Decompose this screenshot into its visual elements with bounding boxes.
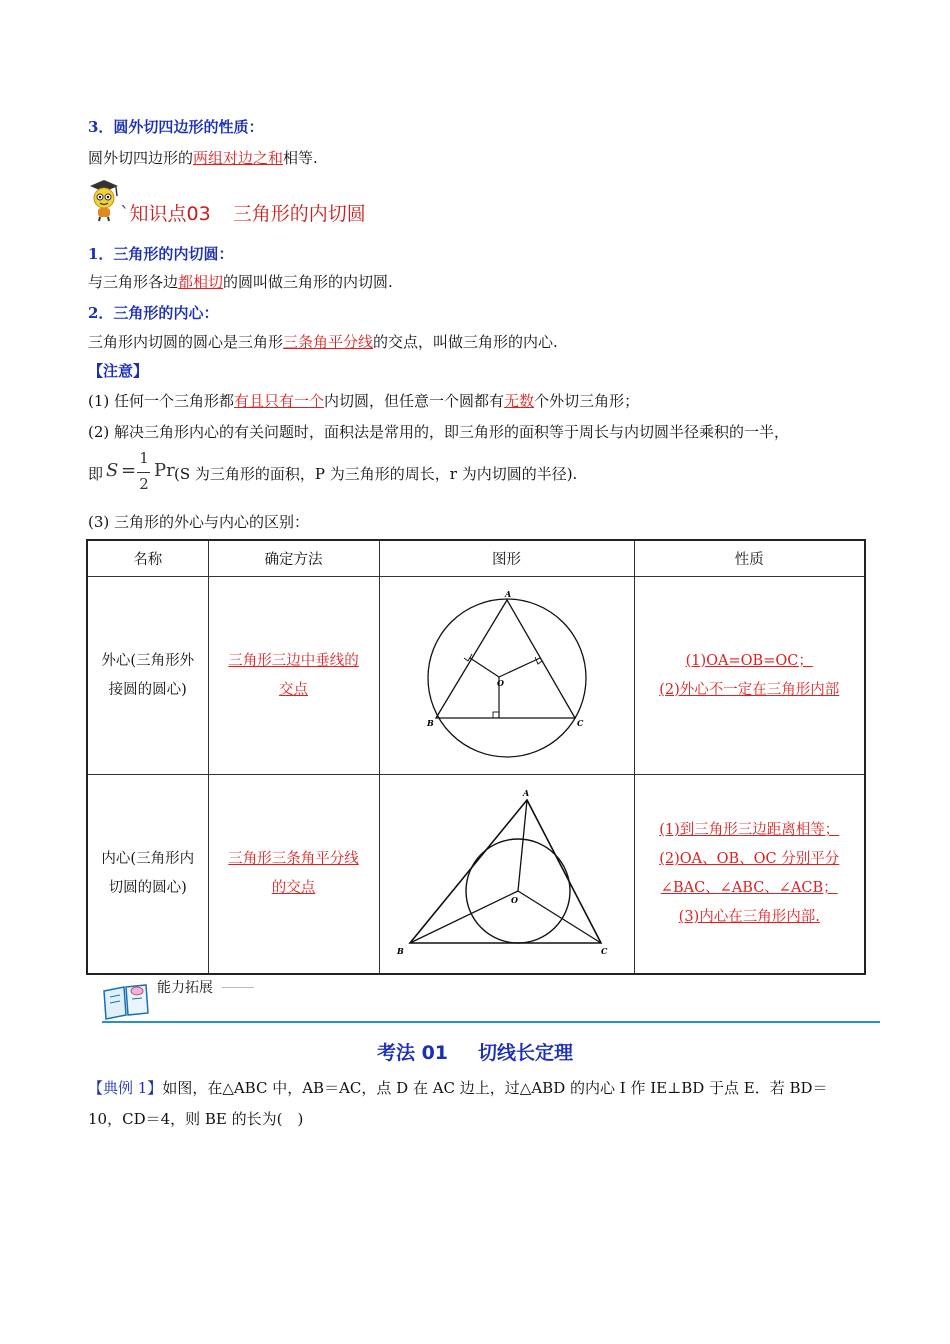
kaofa-title: 切线长定理: [478, 1042, 574, 1064]
text-span: 相等.: [283, 149, 318, 167]
header-figure: 图形: [379, 540, 634, 577]
text-span: 的交点，叫做三角形的内心.: [373, 333, 558, 351]
note-1: [88, 390, 639, 411]
text-span: 与三角形各边: [88, 273, 179, 291]
note-title: 【注意】: [88, 362, 149, 380]
label-b: B: [426, 717, 434, 728]
cell-method: [208, 577, 379, 775]
circumcircle-figure: [417, 585, 597, 767]
example-line-1: [88, 1077, 828, 1098]
book-icon: [100, 981, 152, 1021]
table-header-row: [87, 540, 865, 577]
incircle-figure: [395, 788, 619, 960]
cell-line: 三角形三条角平分线: [228, 851, 359, 867]
cell-line: (3)内心在三角形内部.: [678, 909, 820, 925]
highlight-answer: 两组对边之和: [193, 149, 284, 167]
cell-line: 三角形三边中垂线的: [228, 652, 359, 669]
cell-line: 接圆的圆心): [108, 681, 187, 698]
knowledge-prefix: 知识点: [129, 203, 187, 225]
kaofa-prefix: 考法 01: [376, 1042, 449, 1064]
label-o: O: [496, 677, 504, 688]
knowledge-title: 三角形的内切圆: [232, 203, 366, 225]
ability-label: 能力拓展: [157, 980, 213, 996]
cell-figure: [379, 577, 634, 775]
highlight-answer: 三条角平分线: [283, 333, 374, 351]
example-line-2: 10，CD＝4，则 BE 的长为( ): [88, 1110, 304, 1128]
fraction-bar: [137, 472, 150, 473]
highlight-answer: 无数: [504, 392, 535, 410]
cell-line: 切圆的圆心): [108, 880, 187, 896]
table-row-incenter: [87, 775, 865, 975]
table-row-circumcenter: [87, 577, 865, 775]
cell-line: ∠BAC、∠ABC、∠ACB；: [660, 880, 838, 896]
knowledge-number: 03: [186, 203, 211, 225]
item1-title: 1．三角形的内切圆：: [88, 245, 234, 263]
cell-method: [208, 775, 379, 975]
formula-eq: =: [121, 460, 137, 481]
student-mascot-icon: [84, 178, 124, 222]
example-text-1: 如图，在△ABC 中，AB＝AC，点 D 在 AC 边上，过△ABD 的内心 I 作 IE⊥BD 于点 E．若 BD＝: [162, 1079, 828, 1097]
text-span: 的圆叫做三角形的内切圆.: [223, 273, 393, 291]
header-method: 确定方法: [208, 540, 379, 577]
cell-line: (1)到三角形三边距离相等；: [659, 822, 840, 838]
text-span: 圆外切四边形的: [88, 149, 194, 167]
formula-pr: Pr: [154, 460, 175, 481]
label-c: C: [576, 717, 583, 728]
ability-divider: [222, 987, 254, 988]
formula-explanation: (S 为三角形的面积，P 为三角形的周长，r 为内切圆的半径).: [174, 465, 578, 483]
note-2: (2) 解决三角形内心的有关问题时，面积法是常用的，即三角形的面积等于周长与内切圆半径乘积的一半，: [88, 423, 790, 441]
cell-property: [634, 775, 865, 975]
section-divider: [102, 1021, 880, 1023]
cell-line: 的交点: [271, 880, 316, 896]
header-property: 性质: [634, 540, 865, 577]
cell-line: 外心(三角形外: [101, 652, 195, 669]
cell-name: [87, 775, 208, 975]
cell-property: [634, 577, 865, 775]
text-span: 个外切三角形；: [534, 392, 640, 410]
cell-name: [87, 577, 208, 775]
label-b: B: [396, 946, 404, 956]
text-span: 三角形内切圆的圆心是三角形: [88, 333, 284, 351]
comparison-table: [86, 539, 866, 975]
section-title: 3．圆外切四边形的性质：: [88, 118, 264, 136]
text-span: 内切圆，但任意一个圆都有: [324, 392, 505, 410]
text-span: (1) 任何一个三角形都: [88, 392, 235, 410]
label-o: O: [510, 895, 518, 905]
item2-text: [88, 331, 558, 352]
formula-prefix: 即: [88, 465, 104, 483]
formula-s: S: [106, 460, 119, 481]
cell-line: (2)OA、OB、OC 分别平分: [659, 851, 840, 867]
example-label: 【典例 1】: [88, 1079, 163, 1097]
kaofa-heading: [0, 1038, 950, 1065]
cell-line: 交点: [279, 681, 308, 698]
item1-text: [88, 271, 393, 292]
item2-title: 2．三角形的内心：: [88, 304, 219, 322]
label-a: A: [522, 788, 529, 798]
label-a: A: [504, 588, 511, 599]
formula-denominator: 2: [139, 475, 149, 493]
label-c: C: [600, 946, 607, 956]
cell-line: 内心(三角形内: [101, 851, 195, 867]
cell-figure: [379, 775, 634, 975]
cell-line: (1)OA=OB=OC；: [685, 652, 813, 669]
section-text: [88, 147, 318, 168]
cell-line: (2)外心不一定在三角形内部: [659, 681, 840, 698]
formula-numerator: 1: [139, 449, 149, 467]
highlight-answer: 都相切: [178, 273, 224, 291]
note-3: (3) 三角形的外心与内心的区别：: [88, 513, 310, 531]
header-name: 名称: [87, 540, 208, 577]
knowledge-heading: `知识点03 三角形的内切圆: [120, 203, 366, 225]
highlight-answer: 有且只有一个: [234, 392, 325, 410]
